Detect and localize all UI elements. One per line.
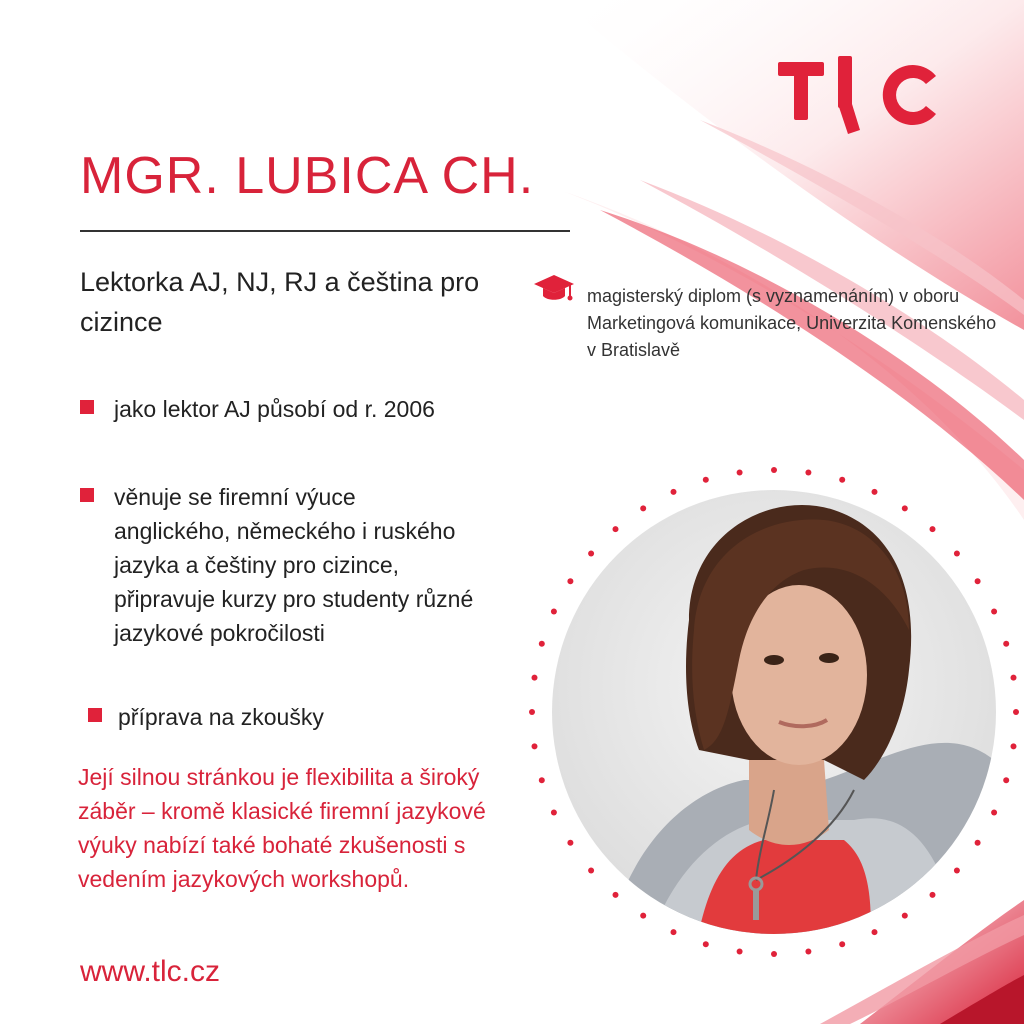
ring-dot [805,949,811,955]
graduation-cap-icon [533,273,575,305]
ring-dot [737,470,743,476]
ring-dot [930,526,936,532]
ring-dot [771,951,777,957]
ring-dot [613,526,619,532]
ring-dot [839,477,845,483]
title-divider [80,230,570,232]
ring-dot [529,709,535,715]
ring-dot [567,840,573,846]
ring-dot [1011,675,1017,681]
ring-dot [737,949,743,955]
ring-dot [930,892,936,898]
ring-dot [703,477,709,483]
ring-dot [902,913,908,919]
education-text: magisterský diplom (s vyznamenáním) v oboru Marketingová komunikace, Univerzita Komenského v Bratislavě [587,286,997,360]
ring-dot [539,777,545,783]
ring-dot [640,505,646,511]
ring-dot [1003,641,1009,647]
bullet-item [114,392,474,426]
teacher-subtitle: Lektorka AJ, NJ, RJ a čeština pro cizince [80,267,480,337]
ring-dot [703,941,709,947]
ring-dot [539,641,545,647]
ring-dot [991,609,997,615]
ring-dot [954,551,960,557]
ring-dot [1013,709,1019,715]
ring-dot [671,929,677,935]
highlight-text: Její silnou stránkou je flexibilita a široký záběr – kromě klasické firemní jazykové výuky nabízí také bohaté zkušenosti s vedením jazykových workshopů. [78,764,486,892]
ring-dot [1011,743,1017,749]
website-link[interactable]: www.tlc.cz [80,955,221,988]
tlc-logo [776,56,952,134]
ring-dot [551,810,557,816]
ring-dot [771,467,777,473]
ring-dot [640,913,646,919]
bullet-text: příprava na zkoušky [118,704,324,730]
bullet-item [114,480,474,650]
bullet-square-icon [88,708,102,722]
ring-dot [839,941,845,947]
bullet-square-icon [80,488,94,502]
portrait-photo [524,460,1024,960]
ring-dot [532,743,538,749]
bullet-text: věnuje se firemní výuce anglického, německého i ruského jazyka a češtiny pro cizince, připravuje kurzy pro studenty různé jazykové pokročilosti [114,484,474,646]
ring-dot [588,551,594,557]
ring-dot [872,489,878,495]
ring-dot [532,675,538,681]
ring-dot [872,929,878,935]
ring-dot [1003,777,1009,783]
ring-dot [902,505,908,511]
ring-dot [551,609,557,615]
ring-dot [588,868,594,874]
ring-dot [975,840,981,846]
bullet-text: jako lektor AJ působí od r. 2006 [114,396,435,422]
ring-dot [991,810,997,816]
ring-dot [805,470,811,476]
bullet-square-icon [80,400,94,414]
ring-dot [567,578,573,584]
ring-dot [954,868,960,874]
ring-dot [613,892,619,898]
bullet-item [118,700,478,734]
ring-dot [975,578,981,584]
teacher-name: MGR. LUBICA CH. [80,147,535,205]
ring-dot [671,489,677,495]
